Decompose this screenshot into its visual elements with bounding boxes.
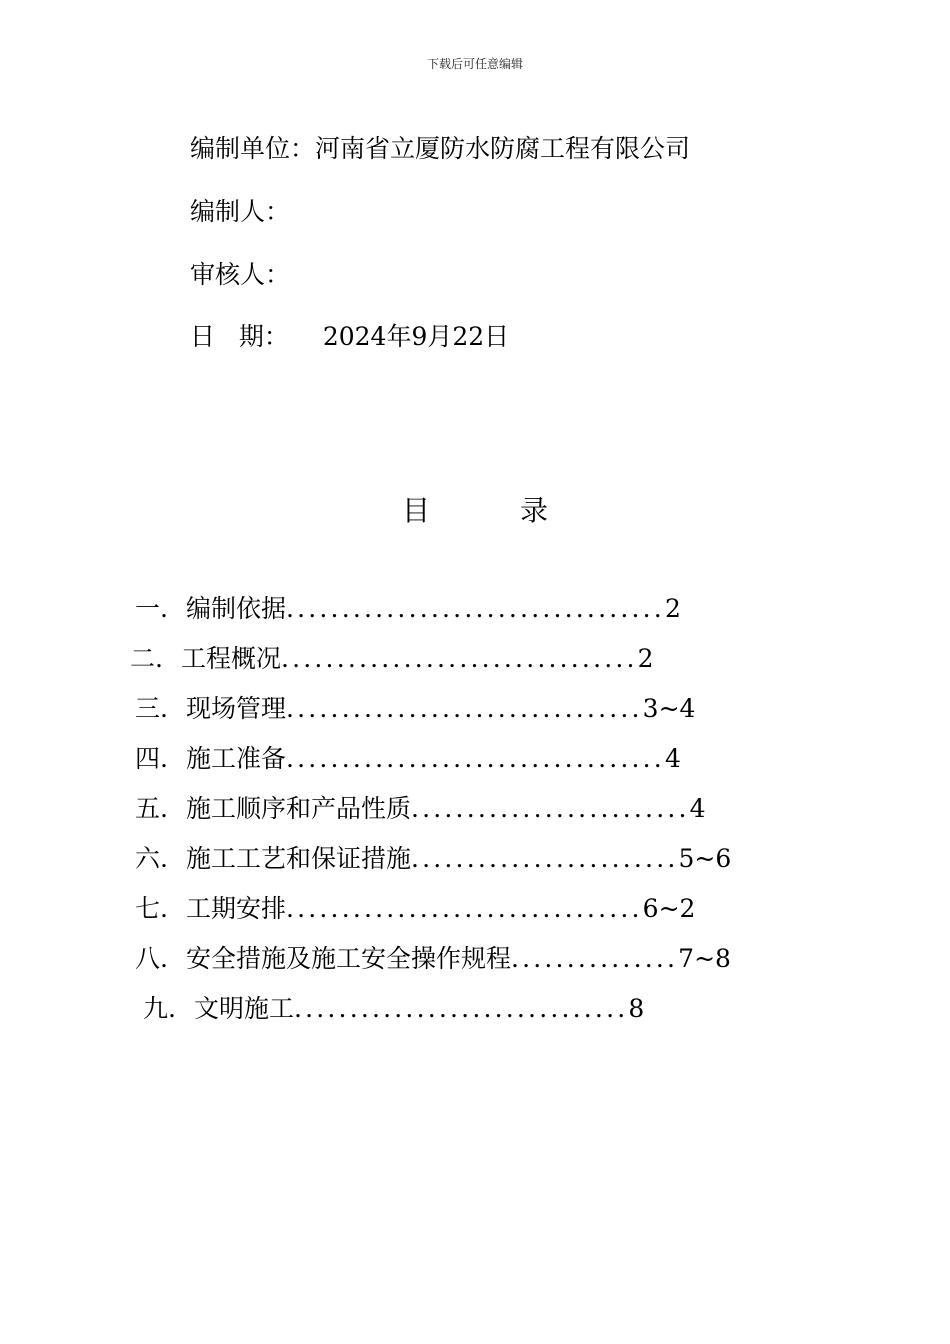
toc-item-leader: ............... <box>510 944 679 973</box>
toc-item <box>130 644 654 674</box>
toc-item-leader: ................................ <box>285 694 643 723</box>
toc-item <box>135 594 681 624</box>
toc-item-number: 八. <box>135 944 168 973</box>
toc-item <box>135 894 695 924</box>
toc-item-number: 四. <box>135 744 168 773</box>
toc-item-title: 工程概况 <box>180 644 281 673</box>
toc-item-number: 二. <box>130 644 163 673</box>
toc-item-page: 4 <box>689 794 706 823</box>
toc-item-leader: .................................. <box>285 744 665 773</box>
toc-item-page: 4 <box>664 744 681 773</box>
toc-item <box>135 794 706 824</box>
toc-item-page: 8 <box>628 994 645 1023</box>
toc-title <box>0 494 950 528</box>
toc-item-leader: .................................. <box>285 594 665 623</box>
toc-item-number: 一. <box>135 594 168 623</box>
toc-item-number: 九. <box>143 994 176 1023</box>
toc-item-title: 施工工艺和保证措施 <box>185 844 411 873</box>
toc-item-title: 安全措施及施工安全操作规程 <box>185 944 511 973</box>
toc-item-leader: ........................ <box>410 844 679 873</box>
toc-item-title: 编制依据 <box>185 594 286 623</box>
toc-item-leader: ................................ <box>280 644 638 673</box>
toc-item-number: 七. <box>135 894 168 923</box>
toc-item <box>135 944 731 974</box>
toc-item-page: 7~8 <box>678 944 731 973</box>
toc-item <box>143 994 644 1024</box>
toc-item-title: 施工准备 <box>185 744 286 773</box>
toc-item-title: 文明施工 <box>193 994 294 1023</box>
reviewer: 审核人： <box>190 260 291 289</box>
toc-item-number: 三. <box>135 694 168 723</box>
toc-title-left: 目 <box>401 494 430 527</box>
toc-item-page: 3~4 <box>642 694 696 723</box>
toc-item <box>135 694 695 724</box>
toc-item-page: 6~2 <box>642 894 696 923</box>
date-label: 日 期： <box>190 322 289 351</box>
compiling-unit: 编制单位：河南省立厦防水防腐工程有限公司 <box>190 134 691 163</box>
toc-item-page: 2 <box>637 644 654 673</box>
toc-item-title: 工期安排 <box>185 894 286 923</box>
toc-item <box>135 844 731 874</box>
toc-item-number: 五. <box>135 794 168 823</box>
toc-item-page: 2 <box>664 594 681 623</box>
toc-item-leader: ......................... <box>410 794 690 823</box>
compiler: 编制人： <box>190 197 291 226</box>
date-line <box>190 322 509 352</box>
toc-item-title: 施工顺序和产品性质 <box>185 794 411 823</box>
toc-item-number: 六. <box>135 844 168 873</box>
page-header-note: 下载后可任意编辑 <box>426 57 523 71</box>
toc-title-right: 录 <box>520 494 549 527</box>
toc-item-title: 现场管理 <box>185 694 286 723</box>
toc-item-page: 5~6 <box>678 844 732 873</box>
toc-item-leader: .............................. <box>293 994 629 1023</box>
toc-item <box>135 744 681 774</box>
date-value: 2024年9月22日 <box>322 322 510 351</box>
toc-item-leader: ................................ <box>285 894 643 923</box>
